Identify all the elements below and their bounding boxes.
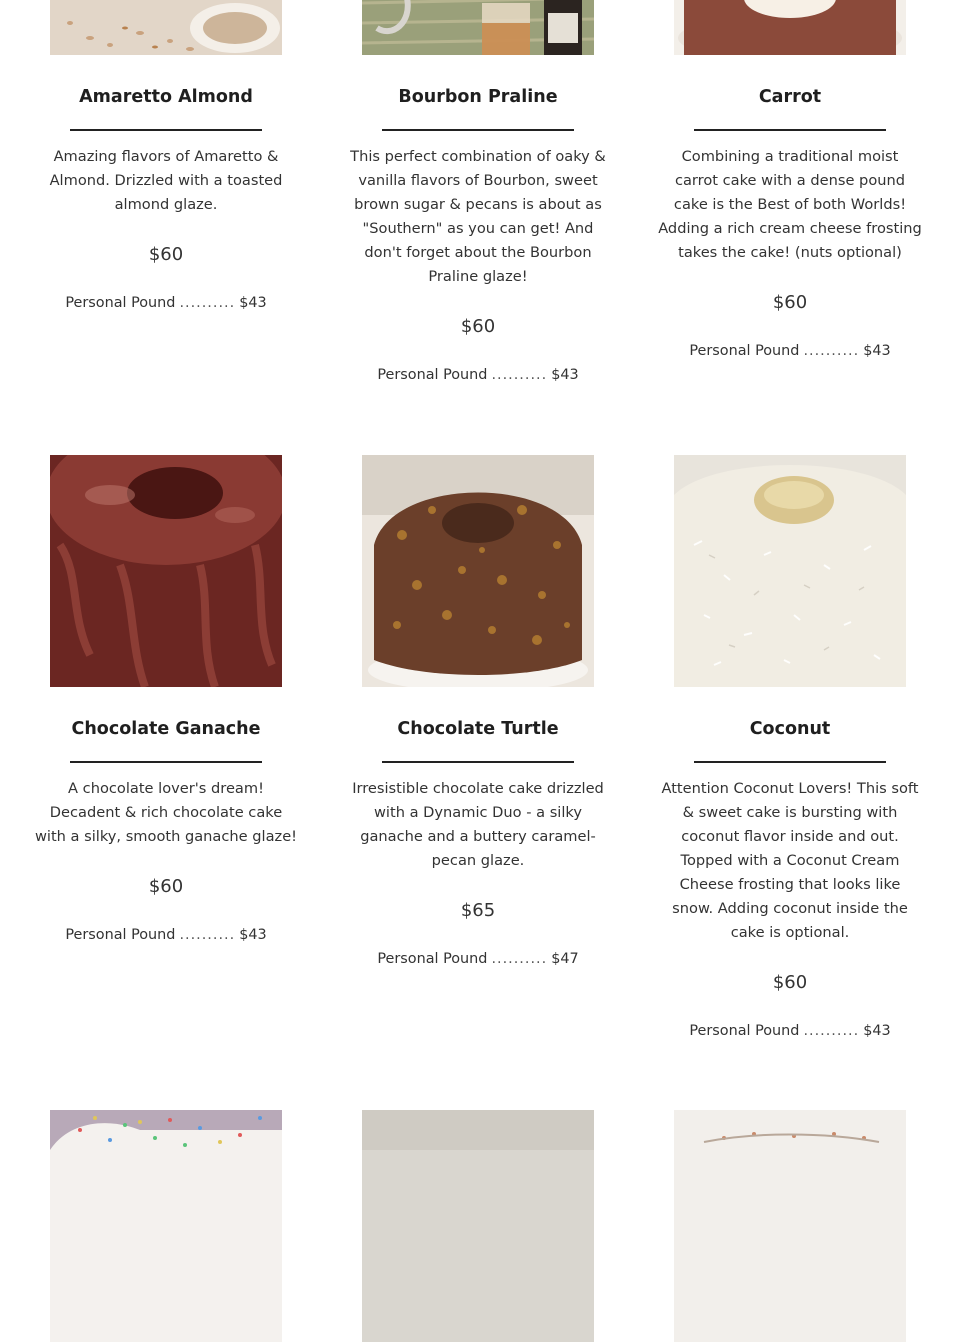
- cake-photo-row3-right: [674, 1110, 906, 1342]
- dot-leader: ..........: [803, 343, 860, 359]
- cake-title: Bourbon Praline: [398, 87, 558, 107]
- cake-price: $60: [772, 972, 808, 993]
- personal-pound-label: Personal Pound: [689, 1023, 800, 1039]
- cake-card-chocolate-turtle: [342, 717, 614, 971]
- personal-pound-price: $43: [239, 295, 267, 311]
- personal-pound-label: Personal Pound: [65, 927, 176, 943]
- cake-description: This perfect combination of oaky & vanilla flavors of Bourbon, sweet brown sugar & pecans is about as "Southern" as you can get! And don't forget about the Bourbon Praline glaze!: [350, 148, 606, 285]
- cake-description: Irresistible chocolate cake drizzled with a Dynamic Duo - a silky ganache and a buttery caramel-pecan glaze.: [352, 780, 604, 869]
- personal-pound-label: Personal Pound: [377, 367, 488, 383]
- cake-photo-amaretto-almond: [50, 0, 282, 55]
- cake-card-carrot: [654, 85, 926, 363]
- personal-pound-price: $43: [863, 1023, 891, 1039]
- personal-pound-label: Personal Pound: [689, 343, 800, 359]
- cake-title: Coconut: [749, 719, 831, 739]
- personal-pound-price: $43: [863, 343, 891, 359]
- dot-leader: ..........: [803, 1023, 860, 1039]
- dot-leader: ..........: [179, 295, 236, 311]
- cake-title: Carrot: [758, 87, 822, 107]
- dot-leader: ..........: [491, 951, 548, 967]
- cake-title: Chocolate Ganache: [71, 719, 261, 739]
- cake-photo-sprinkles: [50, 1110, 282, 1342]
- cake-photo-chocolate-turtle: [362, 455, 594, 687]
- cake-card-bourbon-praline: [342, 85, 614, 387]
- cake-card-coconut: [654, 717, 926, 1043]
- title-divider: [382, 129, 574, 131]
- cake-photo-chocolate-ganache: [50, 455, 282, 687]
- cake-title: Chocolate Turtle: [397, 719, 559, 739]
- cake-price: $60: [148, 876, 184, 897]
- cake-description: Attention Coconut Lovers! This soft & sweet cake is bursting with coconut flavor inside and out. Topped with a Coconut Cream Cheese frosting that looks like snow. Adding coconut inside the cake is optional.: [661, 780, 919, 941]
- personal-pound-label: Personal Pound: [377, 951, 488, 967]
- personal-pound-price: $43: [551, 367, 579, 383]
- dot-leader: ..........: [179, 927, 236, 943]
- personal-pound-line: [30, 923, 302, 947]
- cake-description: A chocolate lover's dream! Decadent & rich chocolate cake with a silky, smooth ganache glaze!: [34, 780, 298, 845]
- title-divider: [382, 761, 574, 763]
- personal-pound-label: Personal Pound: [65, 295, 176, 311]
- cake-description: Amazing flavors of Amaretto & Almond. Drizzled with a toasted almond glaze.: [49, 148, 283, 213]
- cake-description: Combining a traditional moist carrot cake with a dense pound cake is the Best of both Worlds! Adding a rich cream cheese frosting takes the cake! (nuts optional): [658, 148, 922, 261]
- cake-price: $60: [148, 244, 184, 265]
- title-divider: [694, 129, 886, 131]
- cake-title: Amaretto Almond: [79, 87, 253, 107]
- cake-photo-carrot: [674, 0, 906, 55]
- title-divider: [70, 129, 262, 131]
- personal-pound-price: $43: [239, 927, 267, 943]
- cake-photo-row3-middle: [362, 1110, 594, 1342]
- cake-photo-bourbon-praline: [362, 0, 594, 55]
- dot-leader: ..........: [491, 367, 548, 383]
- cake-card-amaretto-almond: [30, 85, 302, 315]
- cake-price: $65: [460, 900, 496, 921]
- cake-price: $60: [460, 316, 496, 337]
- cake-photo-coconut: [674, 455, 906, 687]
- personal-pound-line: [342, 947, 614, 971]
- personal-pound-line: [654, 1019, 926, 1043]
- personal-pound-line: [30, 291, 302, 315]
- personal-pound-price: $47: [551, 951, 579, 967]
- cake-price: $60: [772, 292, 808, 313]
- title-divider: [70, 761, 262, 763]
- title-divider: [694, 761, 886, 763]
- cake-card-chocolate-ganache: [30, 717, 302, 947]
- personal-pound-line: [342, 363, 614, 387]
- personal-pound-line: [654, 339, 926, 363]
